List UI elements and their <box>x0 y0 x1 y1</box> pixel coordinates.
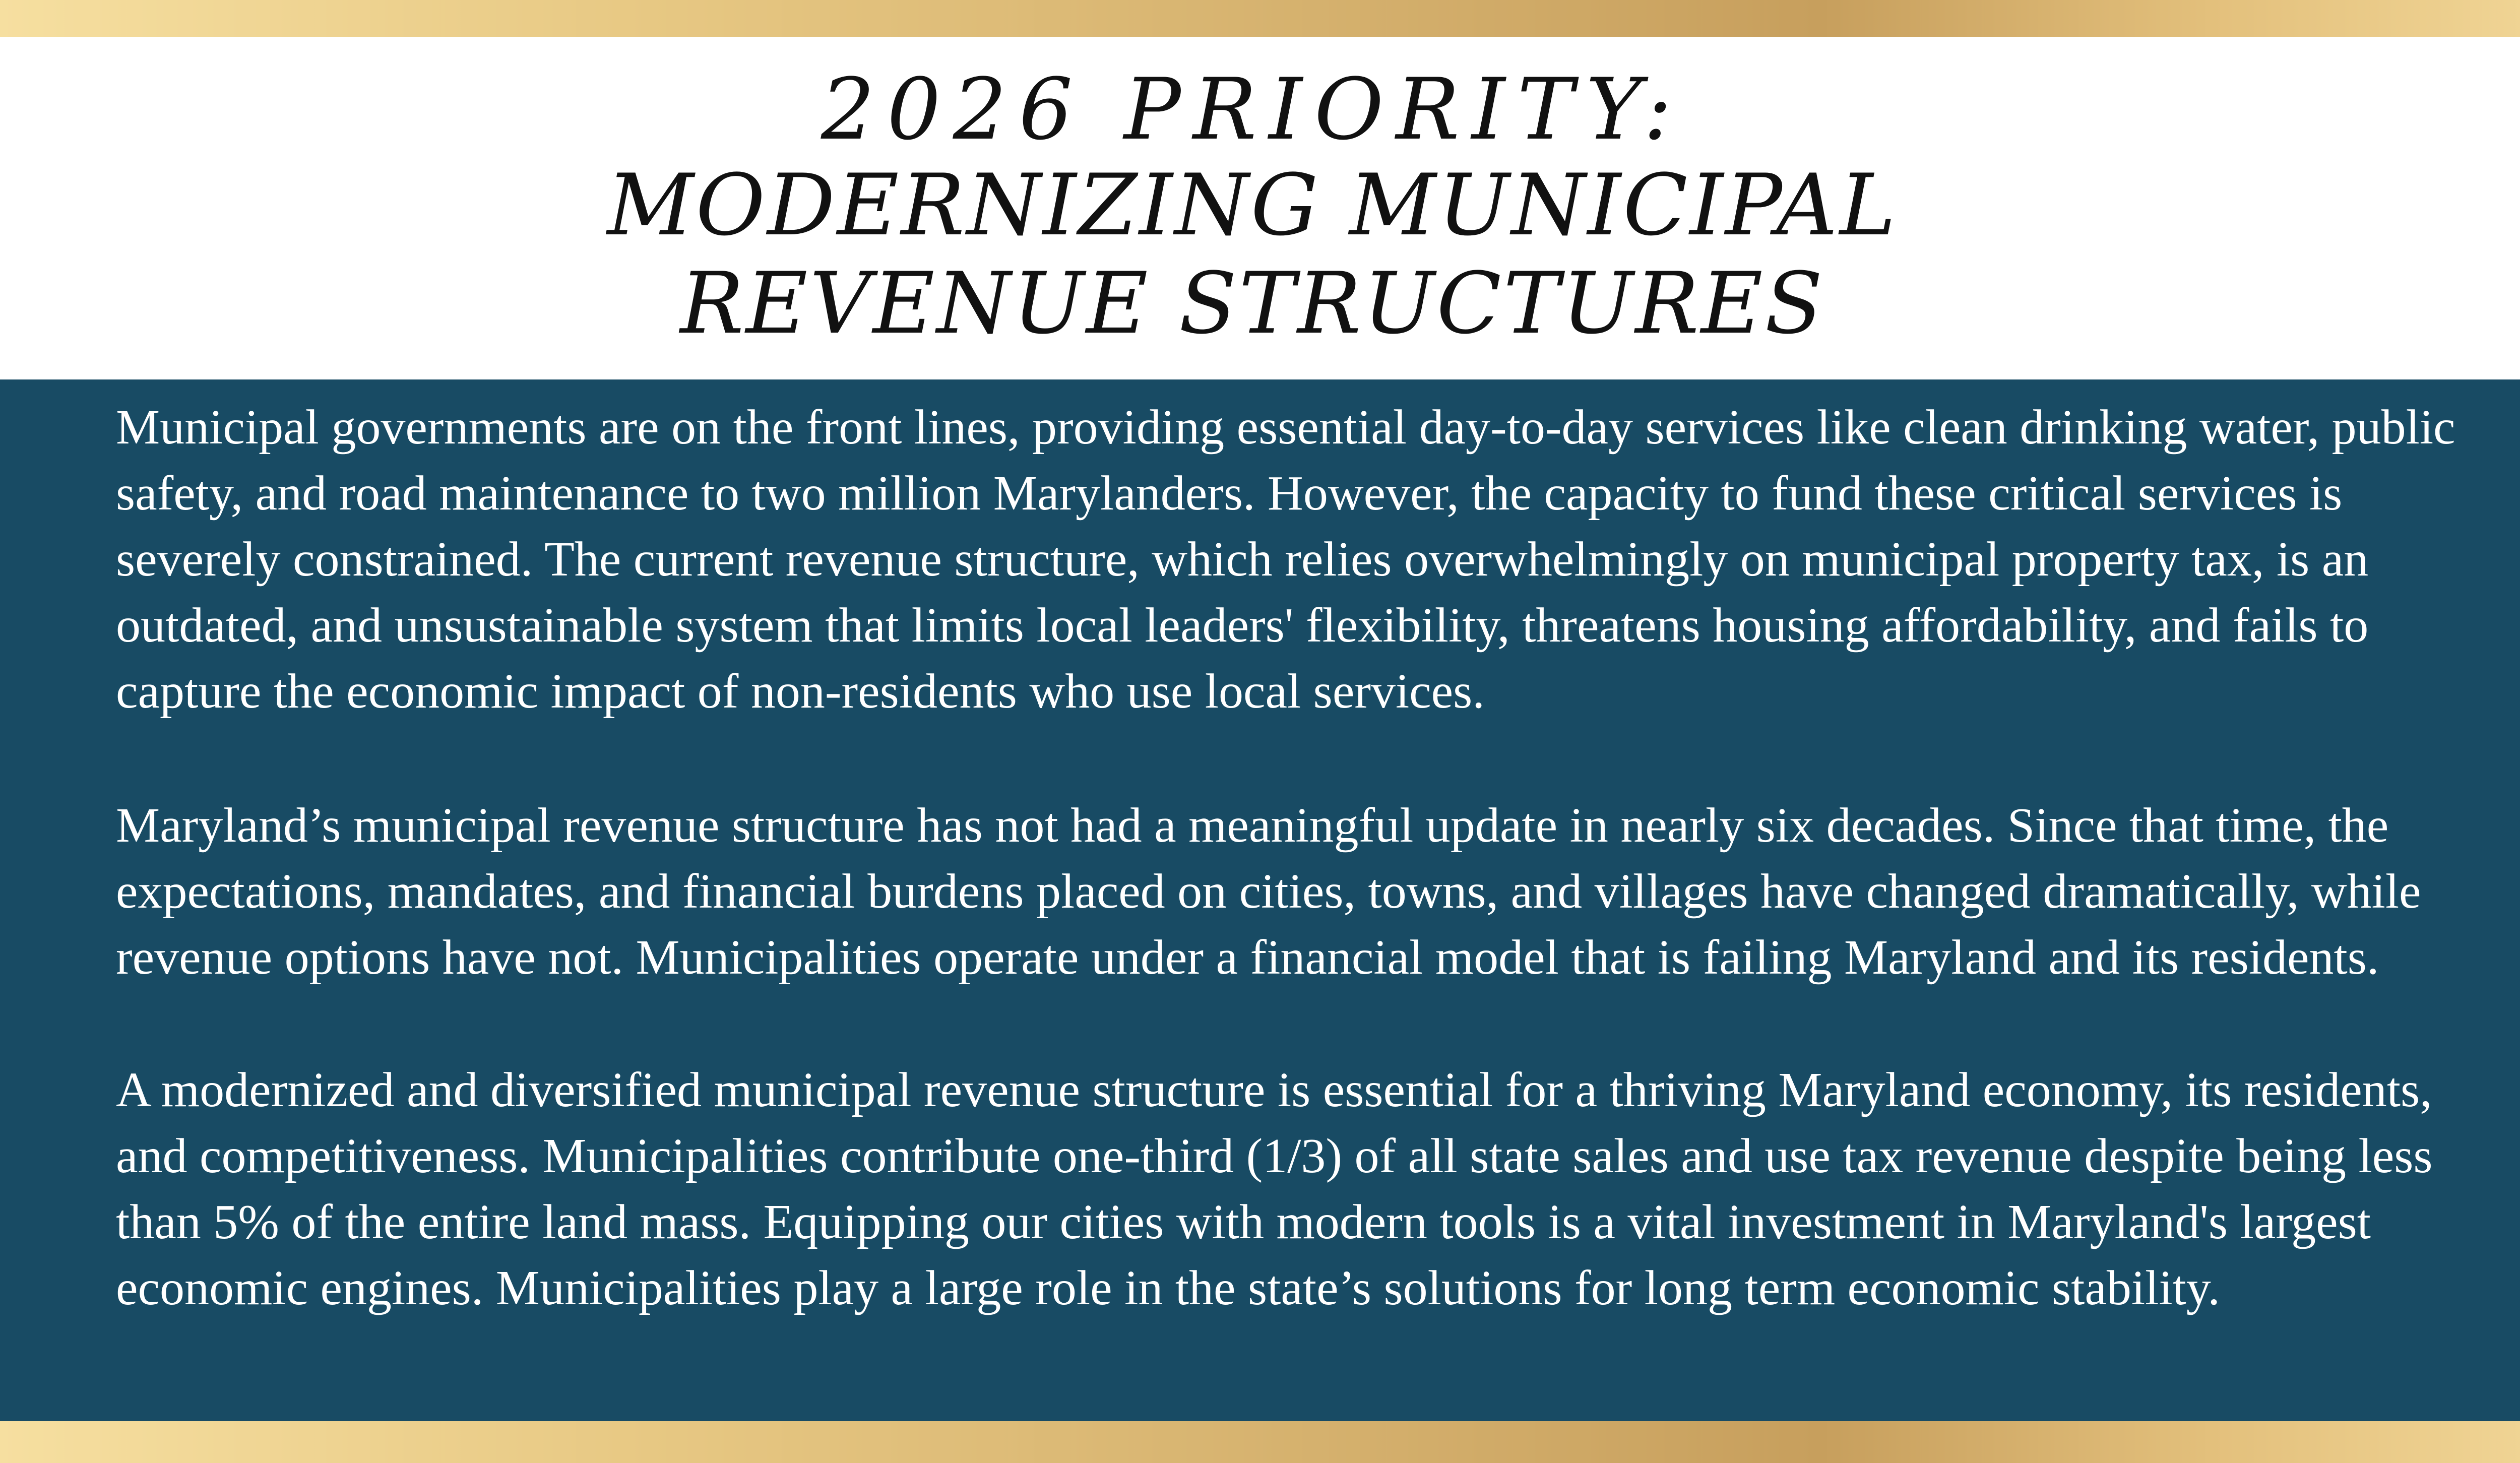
paragraph-2: Maryland’s municipal revenue structure has not had a meaningful update in nearly six decades. Since that time, the expectations, mandates, and financial burdens placed on cities, towns, and villages have changed dramatically, while revenue options have not. Municipalities operate under a financial model that is failing Maryland and its residents. <box>116 798 2421 985</box>
content-panel <box>0 379 2520 1421</box>
paragraph-1: Municipal governments are on the front lines, providing essential day-to-day services like clean drinking water, public safety, and road maintenance to two million Marylanders. However, the capacity to fund these critical services is severely constrained. The current revenue structure, which relies overwhelmingly on municipal property tax, is an outdated, and unsustainable system that limits local leaders' flexibility, threatens housing affordability, and fails to capture the economic impact of non-residents who use local services. <box>116 400 2455 719</box>
title-line-2: MODERNIZING MUNICIPAL <box>607 156 1898 255</box>
paragraph-3: A modernized and diversified municipal revenue structure is essential for a thriving Maryland economy, its residents, and competitiveness. Municipalities contribute one-third (1/3) of all state sales and use tax revenue despite being less than 5% of the entire land mass. Equipping our cities with modern tools is a vital investment in Maryland's largest economic engines. Municipalities play a large role in the state’s solutions for long term economic stability. <box>116 1063 2433 1315</box>
title-area <box>0 37 2520 379</box>
title-line-3: REVENUE STRUCTURES <box>680 254 1825 353</box>
bottom-gold-border <box>0 1421 2520 1463</box>
title-line-1: 2026 PRIORITY: <box>821 60 1684 159</box>
top-gold-border <box>0 0 2520 37</box>
